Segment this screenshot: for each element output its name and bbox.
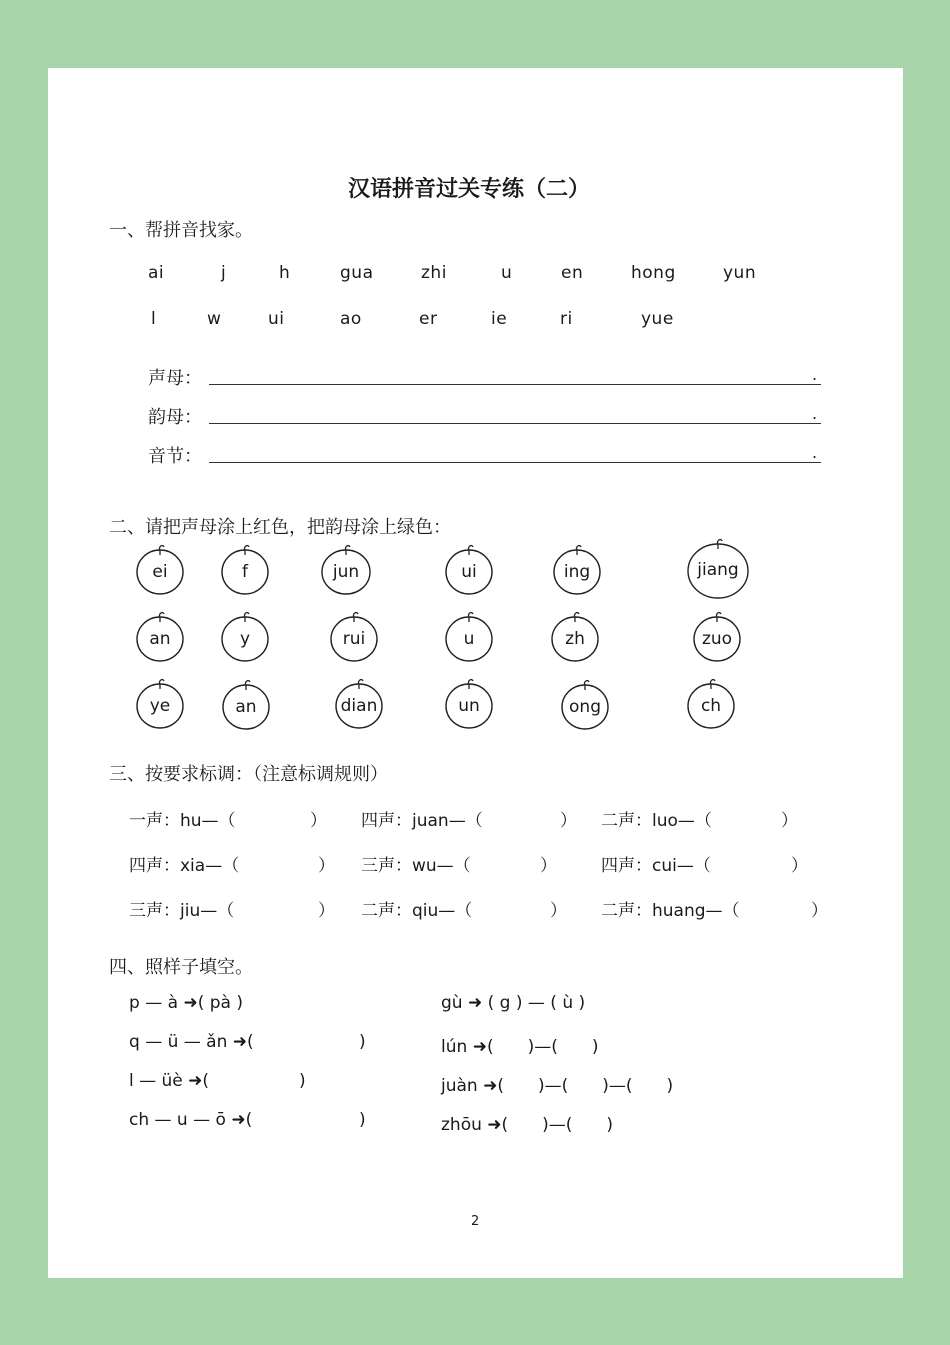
shengmu-label: 声母： (148, 368, 202, 389)
tone-item[interactable] (601, 851, 711, 876)
section1-heading: 一、帮拼音找家。 (109, 220, 253, 241)
arrow-icon: ➜ (188, 1071, 203, 1091)
apple-label: f (242, 562, 248, 582)
combine-example: p — à ➜( pà ) (129, 993, 243, 1013)
tone-syllable: luo—（ (652, 811, 712, 831)
pinyin-item: ie (491, 309, 508, 329)
arrow-icon: ➜ (483, 1076, 498, 1096)
combine-close: ) (359, 1032, 366, 1052)
tone-label: 四声： (129, 856, 180, 876)
apple-item[interactable] (693, 612, 741, 664)
apple-item[interactable] (445, 612, 493, 664)
tone-close: ） (791, 856, 808, 876)
apple-label: zh (565, 629, 585, 649)
apple-item[interactable] (136, 612, 184, 664)
end-mark: . (812, 404, 818, 423)
split-item[interactable]: lún ➜( )—( ) (441, 1037, 599, 1057)
tone-syllable: qiu—（ (412, 901, 473, 921)
pinyin-item: gua (340, 263, 374, 283)
apple-item[interactable] (687, 679, 735, 731)
tone-label: 一声： (129, 811, 180, 831)
apple-label: ye (149, 696, 171, 716)
apple-item[interactable] (335, 679, 383, 731)
apple-item[interactable] (321, 545, 371, 597)
apple-label: ei (152, 562, 168, 582)
pinyin-item: ao (340, 309, 362, 329)
tone-label: 三声： (361, 856, 412, 876)
tone-syllable: xia—（ (180, 856, 240, 876)
arrow-icon: ➜ (232, 1032, 248, 1052)
tone-label: 四声： (361, 811, 412, 831)
pinyin-item: ri (560, 309, 573, 329)
split-item[interactable]: juàn ➜( )—( )—( ) (441, 1076, 674, 1096)
apple-label: ing (563, 562, 591, 582)
end-mark: . (812, 365, 818, 384)
tone-syllable: hu—（ (180, 811, 236, 831)
split-item[interactable]: zhōu ➜( )—( ) (441, 1115, 614, 1135)
tone-close: ） (540, 856, 557, 876)
apple-label: rui (342, 629, 366, 649)
pinyin-item: ai (148, 263, 165, 283)
combine-close: ) (359, 1110, 366, 1130)
apple-label: an (235, 697, 257, 717)
page-title: 汉语拼音过关专练（二） (348, 177, 591, 202)
pinyin-item: l (151, 309, 157, 329)
page-number: 2 (471, 1214, 480, 1229)
tone-item[interactable] (129, 896, 234, 921)
tone-close: ） (781, 811, 798, 831)
apple-item[interactable] (561, 680, 609, 732)
shengmu-answer-line[interactable] (209, 366, 821, 385)
apple-label: u (463, 629, 475, 649)
tone-close: ） (550, 901, 567, 921)
tone-close: ） (310, 811, 327, 831)
combine-close: ) (299, 1071, 306, 1091)
tone-label: 二声： (601, 901, 652, 921)
arrow-icon: ➜ (487, 1115, 502, 1135)
end-mark: . (812, 443, 818, 462)
section2-heading: 二、请把声母涂上红色，把韵母涂上绿色： (109, 517, 451, 538)
pinyin-item: w (207, 309, 222, 329)
apple-item[interactable] (221, 545, 269, 597)
arrow-icon: ➜ (467, 993, 483, 1013)
apple-item[interactable] (551, 612, 599, 664)
apple-item[interactable] (553, 545, 601, 597)
apple-label: un (458, 696, 480, 716)
tone-item[interactable] (601, 896, 740, 921)
pinyin-item: j (221, 263, 227, 283)
apple-label: an (149, 629, 171, 649)
combine-item[interactable]: l — üè ➜( (129, 1071, 210, 1091)
tone-close: ） (560, 811, 577, 831)
apple-label: y (239, 629, 251, 649)
tone-item[interactable] (129, 806, 236, 831)
combine-item[interactable]: ch — u — ō ➜( (129, 1110, 253, 1130)
tone-label: 二声： (601, 811, 652, 831)
apple-item[interactable] (687, 540, 749, 600)
pinyin-item: ui (268, 309, 285, 329)
tone-syllable: juan—（ (412, 811, 483, 831)
apple-label: dian (340, 696, 378, 716)
yunmu-answer-line[interactable] (209, 405, 821, 424)
apple-label: ui (461, 562, 477, 582)
pinyin-item: zhi (421, 263, 447, 283)
apple-item[interactable] (136, 679, 184, 731)
tone-syllable: jiu—（ (180, 901, 235, 921)
apple-item[interactable] (222, 680, 270, 732)
pinyin-item: yue (641, 309, 674, 329)
yinjie-label: 音节： (148, 446, 202, 467)
apple-label: zuo (701, 629, 733, 649)
tone-item[interactable] (129, 851, 239, 876)
apple-item[interactable] (445, 545, 493, 597)
tone-item[interactable] (361, 806, 483, 831)
apple-label: jiang (697, 560, 739, 580)
apple-item[interactable] (221, 612, 269, 664)
pinyin-item: en (561, 263, 584, 283)
apple-label: jun (332, 562, 360, 582)
pinyin-item: h (279, 263, 291, 283)
tone-syllable: wu—（ (412, 856, 471, 876)
pinyin-item: u (501, 263, 513, 283)
combine-item[interactable]: q — ü — ǎn ➜( (129, 1032, 254, 1052)
split-example: gù ➜ ( g ) — ( ù ) (441, 993, 586, 1013)
apple-item[interactable] (136, 545, 184, 597)
section4-heading: 四、照样子填空。 (109, 957, 253, 978)
apple-item[interactable] (330, 612, 378, 664)
tone-close: ） (318, 901, 335, 921)
arrow-icon: ➜ (183, 993, 198, 1013)
tone-label: 二声： (361, 901, 412, 921)
tone-item[interactable] (601, 806, 712, 831)
tone-item[interactable] (361, 851, 471, 876)
tone-label: 三声： (129, 901, 180, 921)
tone-close: ） (318, 856, 335, 876)
pinyin-item: er (419, 309, 438, 329)
section3-heading: 三、按要求标调：（注意标调规则） (109, 764, 388, 785)
apple-label: ong (569, 697, 601, 717)
tone-close: ） (811, 901, 828, 921)
worksheet-page (48, 68, 903, 1278)
apple-item[interactable] (445, 679, 493, 731)
tone-syllable: cui—（ (652, 856, 711, 876)
tone-syllable: huang—（ (652, 901, 740, 921)
tone-label: 四声： (601, 856, 652, 876)
pinyin-item: hong (631, 263, 676, 283)
arrow-icon: ➜ (472, 1037, 487, 1057)
arrow-icon: ➜ (231, 1110, 246, 1130)
tone-item[interactable] (361, 896, 472, 921)
yunmu-label: 韵母： (148, 407, 202, 428)
yinjie-answer-line[interactable] (209, 444, 821, 463)
apple-label: ch (700, 696, 722, 716)
pinyin-item: yun (723, 263, 757, 283)
